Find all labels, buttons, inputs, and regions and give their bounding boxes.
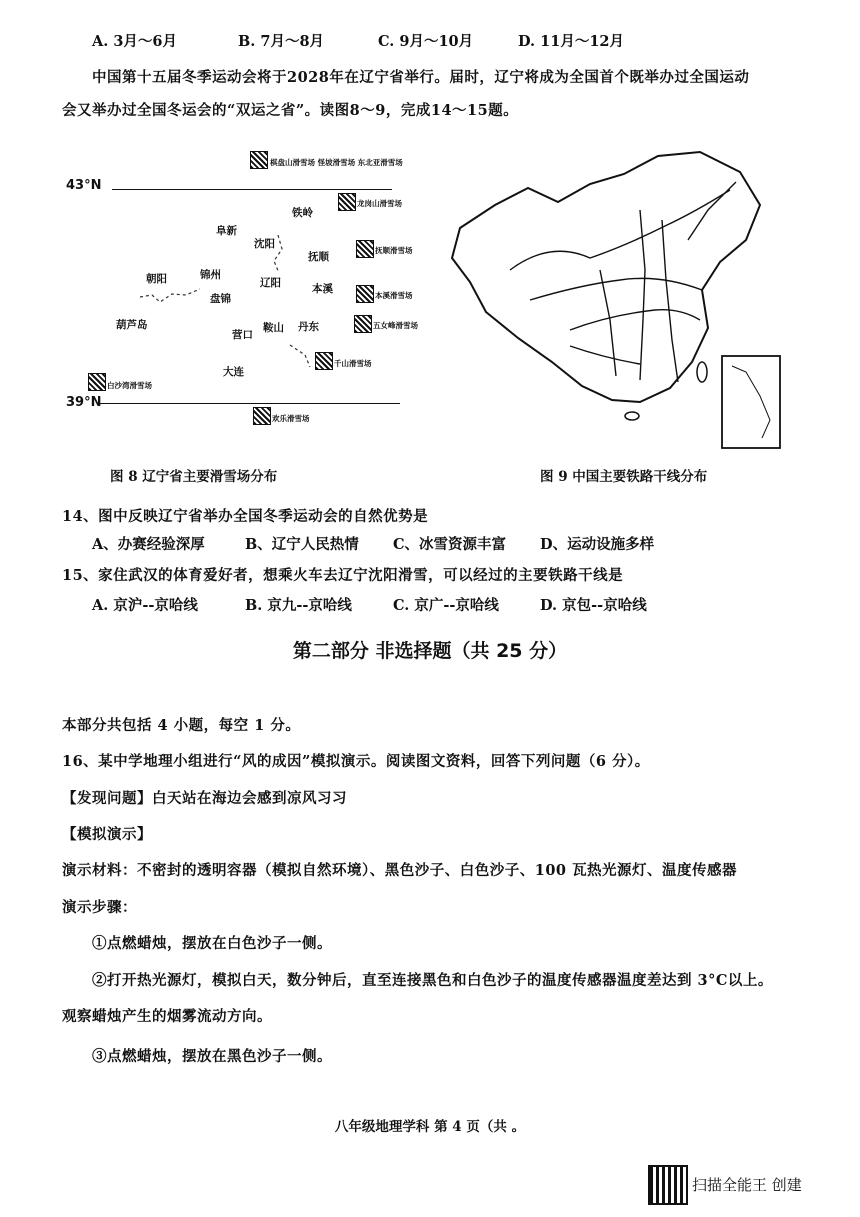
city-label: 丹东 [298, 321, 319, 333]
lat-39-label: 39°N [66, 395, 102, 410]
q13-option-d: D. 11月～12月 [518, 33, 625, 50]
figure-9-map [440, 150, 785, 450]
city-label: 葫芦岛 [116, 319, 148, 331]
q16-steps-title: 演示步骤： [62, 899, 137, 916]
q16-materials: 演示材料：不密封的透明容器（模拟自然环境）、黑色沙子、白色沙子、100 瓦热光源灯、温度传感器 [62, 862, 738, 879]
china-railway-map [440, 150, 785, 450]
city-label: 本溪 [312, 283, 333, 295]
page-footer: 八年级地理学科 第 4 页（共 。 [334, 1119, 526, 1135]
city-label: 阜新 [216, 225, 237, 237]
q16-simulation-title: 【模拟演示】 [62, 826, 152, 843]
resort-label: 龙岗山滑雪场 [357, 199, 402, 208]
resort-label: 欢乐滑雪场 [272, 414, 310, 423]
q15-stem: 15、家住武汉的体育爱好者，想乘火车去辽宁沈阳滑雪，可以经过的主要铁路干线是 [62, 567, 624, 584]
q16-step-2: ②打开热光源灯，模拟白天，数分钟后，直至连接黑色和白色沙子的温度传感器温度差达到 3°C以上。 [92, 972, 773, 989]
q13-option-a: A. 3月～6月 [92, 33, 178, 50]
q16-stem: 16、某中学地理小组进行“风的成因”模拟演示。阅读图文资料，回答下列问题（6 分）。 [62, 753, 650, 770]
resort-label: 棋盘山滑雪场 怪坡滑雪场 东北亚滑雪场 [270, 158, 403, 167]
q14-option-c: C、冰雪资源丰富 [393, 536, 507, 553]
scanner-watermark: 扫描全能王 创建 [692, 1176, 802, 1194]
q14-option-b: B、辽宁人民热情 [245, 536, 359, 553]
q13-option-c: C. 9月～10月 [378, 33, 474, 50]
q16-step-1: ①点燃蜡烛，摆放在白色沙子一侧。 [92, 935, 332, 952]
q15-option-a: A. 京沪--京哈线 [92, 597, 198, 614]
resort-label: 本溪滑雪场 [375, 291, 413, 300]
q13-option-b: B. 7月～8月 [238, 33, 325, 50]
q16-step-2-cont: 观察蜡烛产生的烟雾流动方向。 [62, 1008, 272, 1025]
city-label: 抚顺 [308, 251, 329, 263]
city-label: 盘锦 [210, 293, 231, 305]
part2-title: 第二部分 非选择题（共 25 分） [292, 640, 568, 662]
city-label: 锦州 [200, 269, 221, 281]
q16-problem: 【发现问题】白天站在海边会感到凉风习习 [62, 790, 347, 807]
resort-label: 五女峰滑雪场 [373, 321, 418, 330]
figure-8-caption: 图 8 辽宁省主要滑雪场分布 [110, 469, 278, 485]
q15-option-d: D. 京包--京哈线 [540, 597, 647, 614]
q14-option-d: D、运动设施多样 [540, 536, 655, 553]
q15-option-c: C. 京广--京哈线 [393, 597, 499, 614]
city-label: 辽阳 [260, 277, 281, 289]
q16-step-3: ③点燃蜡烛，摆放在黑色沙子一侧。 [92, 1048, 332, 1065]
figure-8-map [60, 145, 420, 440]
figure-8-border-sketch [60, 145, 420, 440]
q14-stem: 14、图中反映辽宁省举办全国冬季运动会的自然优势是 [62, 508, 429, 525]
city-label: 沈阳 [254, 238, 275, 250]
resort-label: 千山滑雪场 [334, 359, 372, 368]
part2-note: 本部分共包括 4 小题，每空 1 分。 [62, 717, 301, 734]
intro-line-1: 中国第十五届冬季运动会将于2028年在辽宁省举行。届时，辽宁将成为全国首个既举办过全国运动 [92, 69, 750, 86]
q14-option-a: A、办赛经验深厚 [92, 536, 205, 553]
figure-9-caption: 图 9 中国主要铁路干线分布 [540, 469, 708, 485]
resort-label: 白沙湾滑雪场 [107, 381, 152, 390]
qr-code-icon [648, 1165, 688, 1205]
city-label: 营口 [232, 329, 253, 341]
city-label: 鞍山 [263, 322, 284, 334]
resort-label: 抚顺滑雪场 [375, 246, 413, 255]
lat-43-label: 43°N [66, 178, 102, 193]
city-label: 铁岭 [292, 207, 313, 219]
city-label: 朝阳 [146, 273, 167, 285]
q15-option-b: B. 京九--京哈线 [245, 597, 352, 614]
intro-line-2: 会又举办过全国冬运会的“双运之省”。读图8～9，完成14～15题。 [62, 102, 519, 119]
city-label: 大连 [223, 366, 244, 378]
